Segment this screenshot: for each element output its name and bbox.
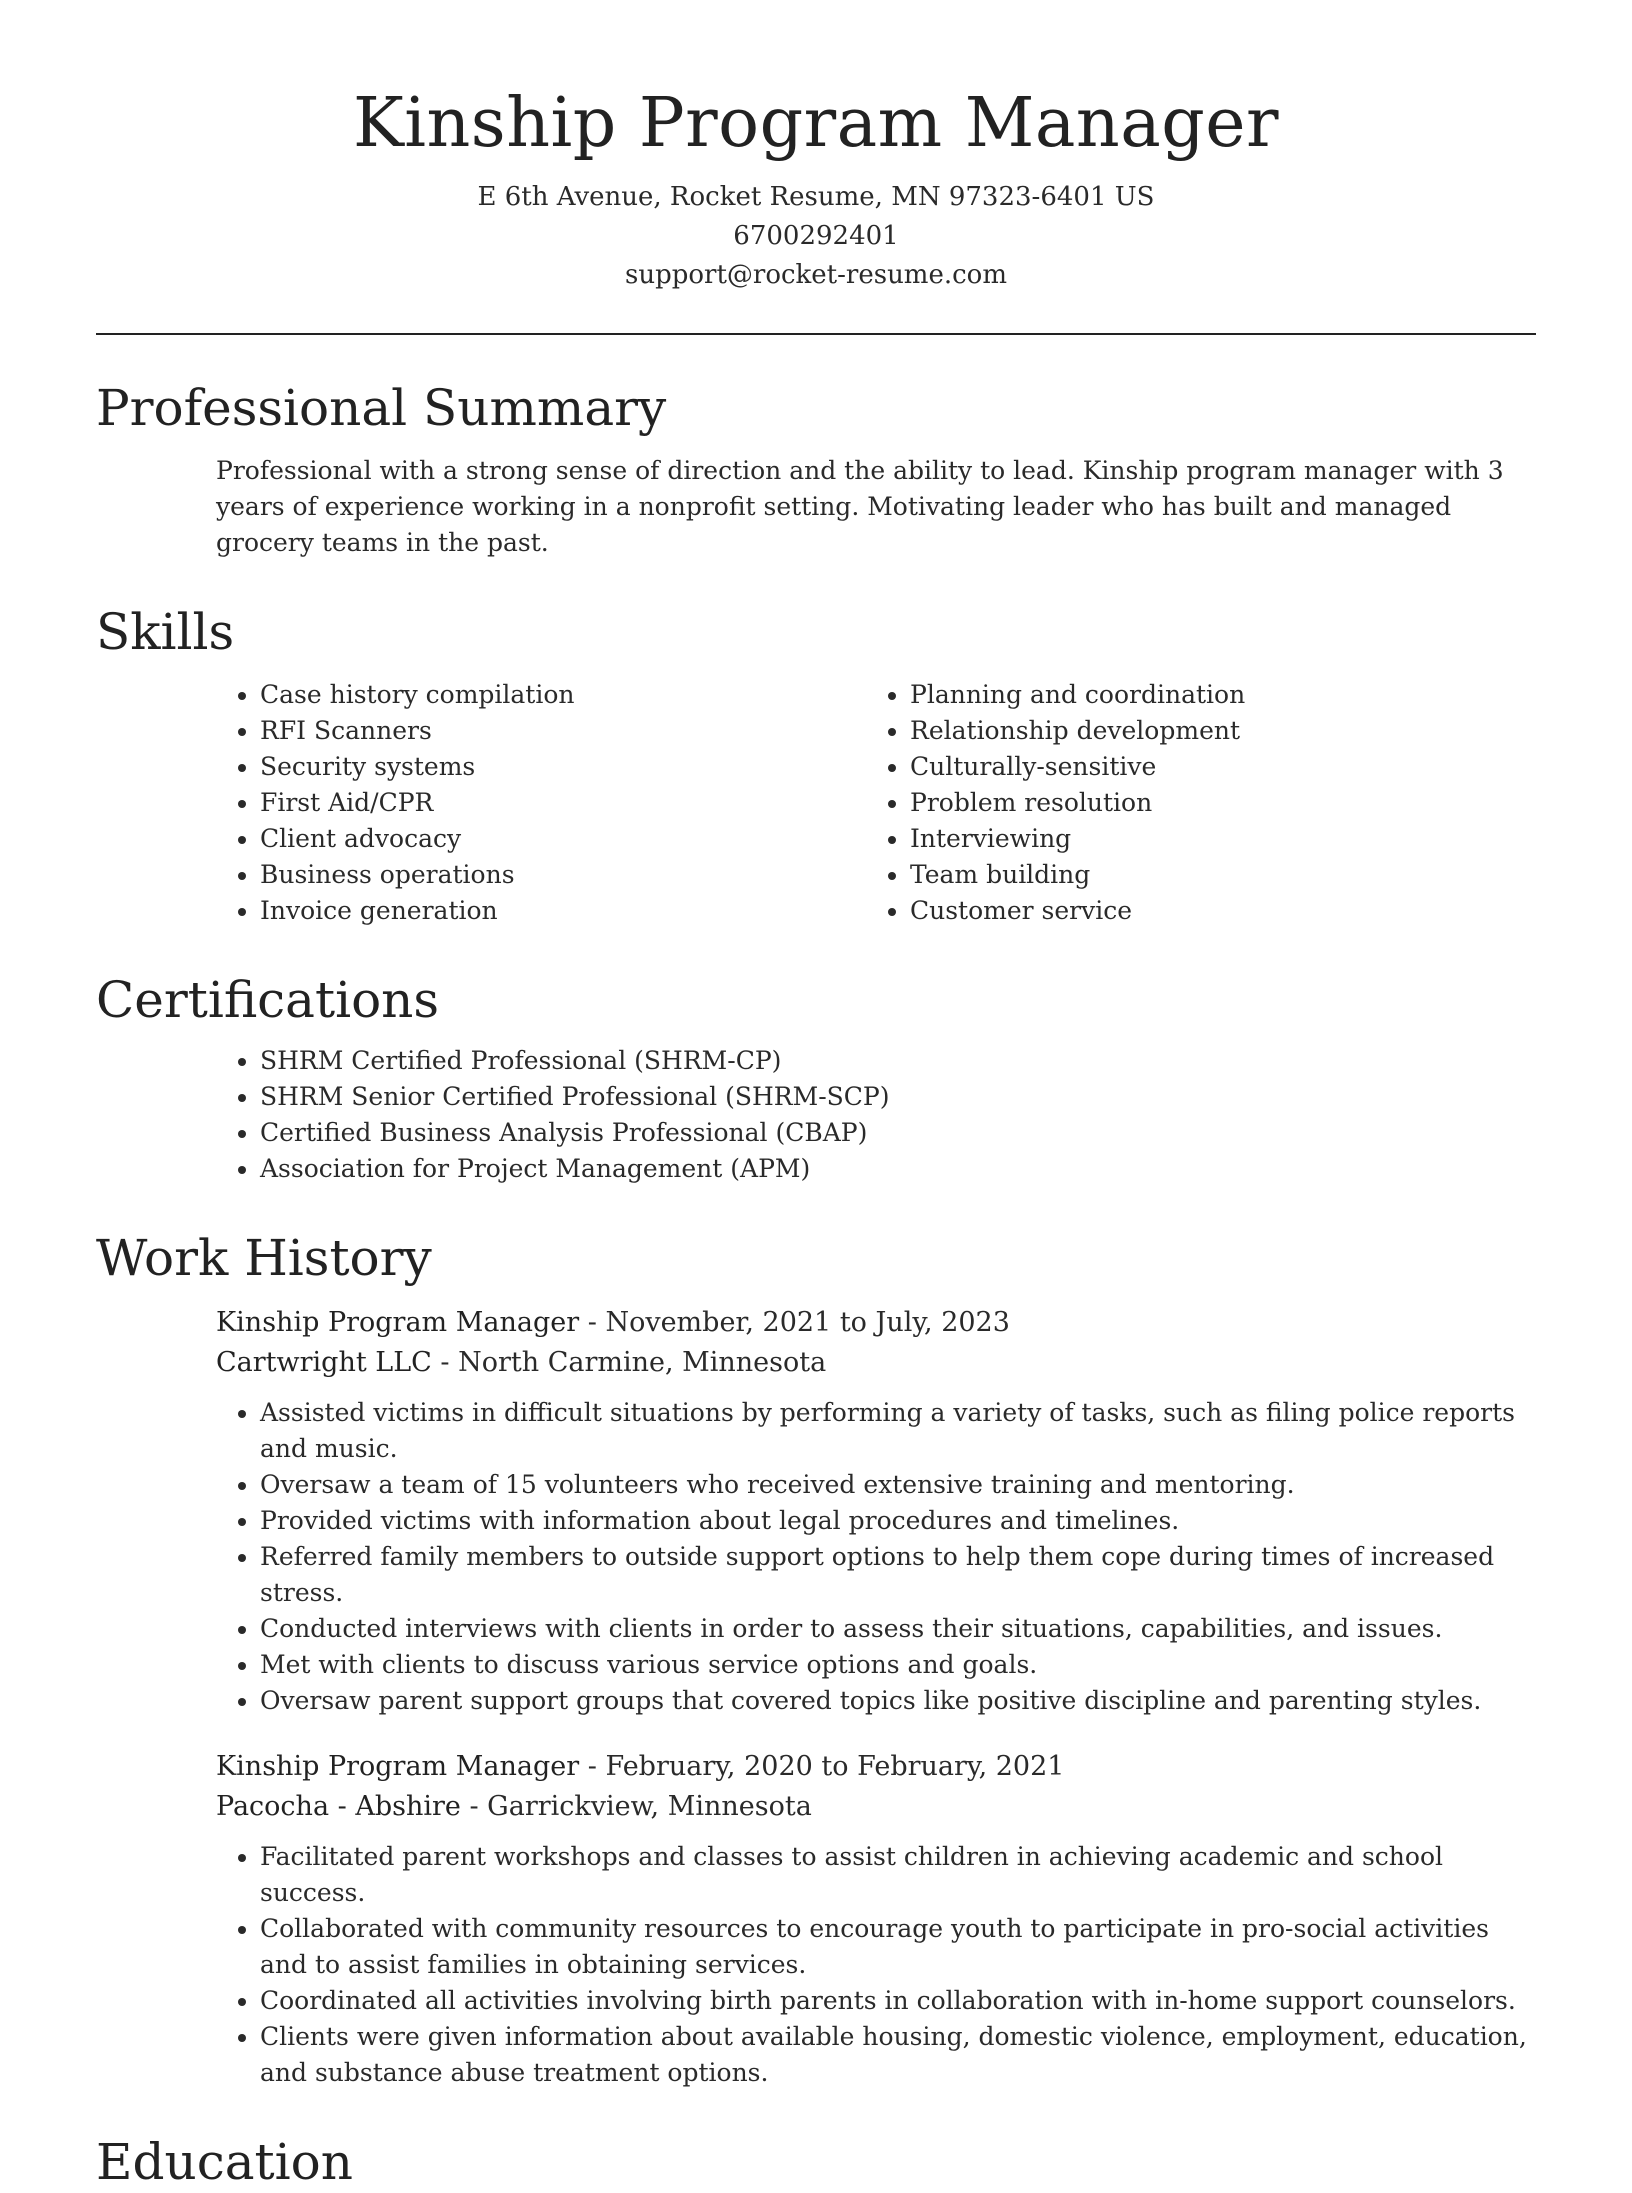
job-duty: • Met with clients to discuss various service options and goals. [260,1647,1536,1683]
skill-item: • Case history compilation [260,677,866,713]
header-divider [96,333,1536,335]
skill-item: • Security systems [260,749,866,785]
certification-item: • Certified Business Analysis Professional (CBAP) [260,1115,1536,1151]
job-duties-list [216,1839,1536,2091]
job-dates: - November, 2021 to July, 2023 [579,1307,1010,1338]
summary-section [96,377,1536,561]
job-duty: • Coordinated all activities involving birth parents in collaboration with in-home support counselors. [260,1983,1536,2019]
summary-heading: Professional Summary [96,379,667,437]
job-location: - Garrickview, Minnesota [460,1791,812,1822]
contact-phone: 6700292401 [733,221,899,251]
work-history-heading: Work History [96,1229,432,1287]
job-role: Kinship Program Manager [216,1751,580,1782]
job-duty: • Referred family members to outside support options to help them cope during times of increased stress. [260,1539,1536,1611]
skill-item: • First Aid/CPR [260,785,866,821]
job-location: - North Carmine, Minnesota [431,1347,827,1378]
skills-heading: Skills [96,603,235,661]
job-duty: • Clients were given information about available housing, domestic violence, employment, education, and substance abuse treatment options. [260,2019,1536,2091]
skill-item: • RFI Scanners [260,713,866,749]
job-duty: • Provided victims with information about legal procedures and timelines. [260,1503,1536,1539]
job-duty: • Assisted victims in difficult situations by performing a variety of tasks, such as filing police reports and music. [260,1395,1536,1467]
certification-item: • Association for Project Management (APM) [260,1151,1536,1187]
contact-block [96,178,1536,295]
resume-page [96,80,1536,2193]
skill-item: • Invoice generation [260,893,866,929]
skill-item: • Client advocacy [260,821,866,857]
certifications-section [96,969,1536,1187]
skills-left-list [216,677,866,929]
job-title-line [216,1747,1536,1787]
skills-grid [216,677,1536,929]
education-heading: Education [96,2133,353,2191]
skill-item: • Customer service [910,893,1516,929]
skill-item: • Relationship development [910,713,1516,749]
skill-item: • Interviewing [910,821,1516,857]
job-role: Kinship Program Manager [216,1307,580,1338]
contact-email: support@rocket-resume.com [624,260,1007,290]
resume-name: Kinship Program Manager [352,84,1280,163]
job-duty: • Collaborated with community resources to encourage youth to participate in pro-social activities and to assist families in obtaining services. [260,1911,1536,1983]
education-section [96,2131,1536,2193]
job-duty: • Conducted interviews with clients in order to assess their situations, capabilities, and issues. [260,1611,1536,1647]
skill-item: • Business operations [260,857,866,893]
contact-address: E 6th Avenue, Rocket Resume, MN 97323-6401 US [477,182,1155,212]
job-dates: - February, 2020 to February, 2021 [579,1751,1065,1782]
job-entry [216,1303,1536,1719]
job-entry [216,1747,1536,2091]
skills-right-list [866,677,1516,929]
job-duty: • Facilitated parent workshops and classes to assist children in achieving academic and school success. [260,1839,1536,1911]
certification-item: • SHRM Certified Professional (SHRM-CP) [260,1043,1536,1079]
skill-item: • Culturally-sensitive [910,749,1516,785]
job-duty: • Oversaw parent support groups that covered topics like positive discipline and parenting styles. [260,1683,1536,1719]
job-duties-list [216,1395,1536,1719]
certifications-heading: Certifications [96,971,440,1029]
skill-item: • Problem resolution [910,785,1516,821]
work-history-section [96,1227,1536,2091]
summary-text: Professional with a strong sense of direction and the ability to lead. Kinship program manager with 3 years of experience working in a nonprofit setting. Motivating leader who has built and managed grocery teams in the past. [216,456,1504,557]
skill-item: • Team building [910,857,1516,893]
job-title-line [216,1303,1536,1343]
job-company: Cartwright LLC [216,1347,432,1378]
skill-item: • Planning and coordination [910,677,1516,713]
job-company: Pacocha - Abshire [216,1791,461,1822]
certification-item: • SHRM Senior Certified Professional (SHRM-SCP) [260,1079,1536,1115]
skills-section [96,601,1536,929]
job-company-line [216,1787,1536,1827]
job-duty: • Oversaw a team of 15 volunteers who received extensive training and mentoring. [260,1467,1536,1503]
job-company-line [216,1343,1536,1383]
certifications-list [216,1043,1536,1187]
